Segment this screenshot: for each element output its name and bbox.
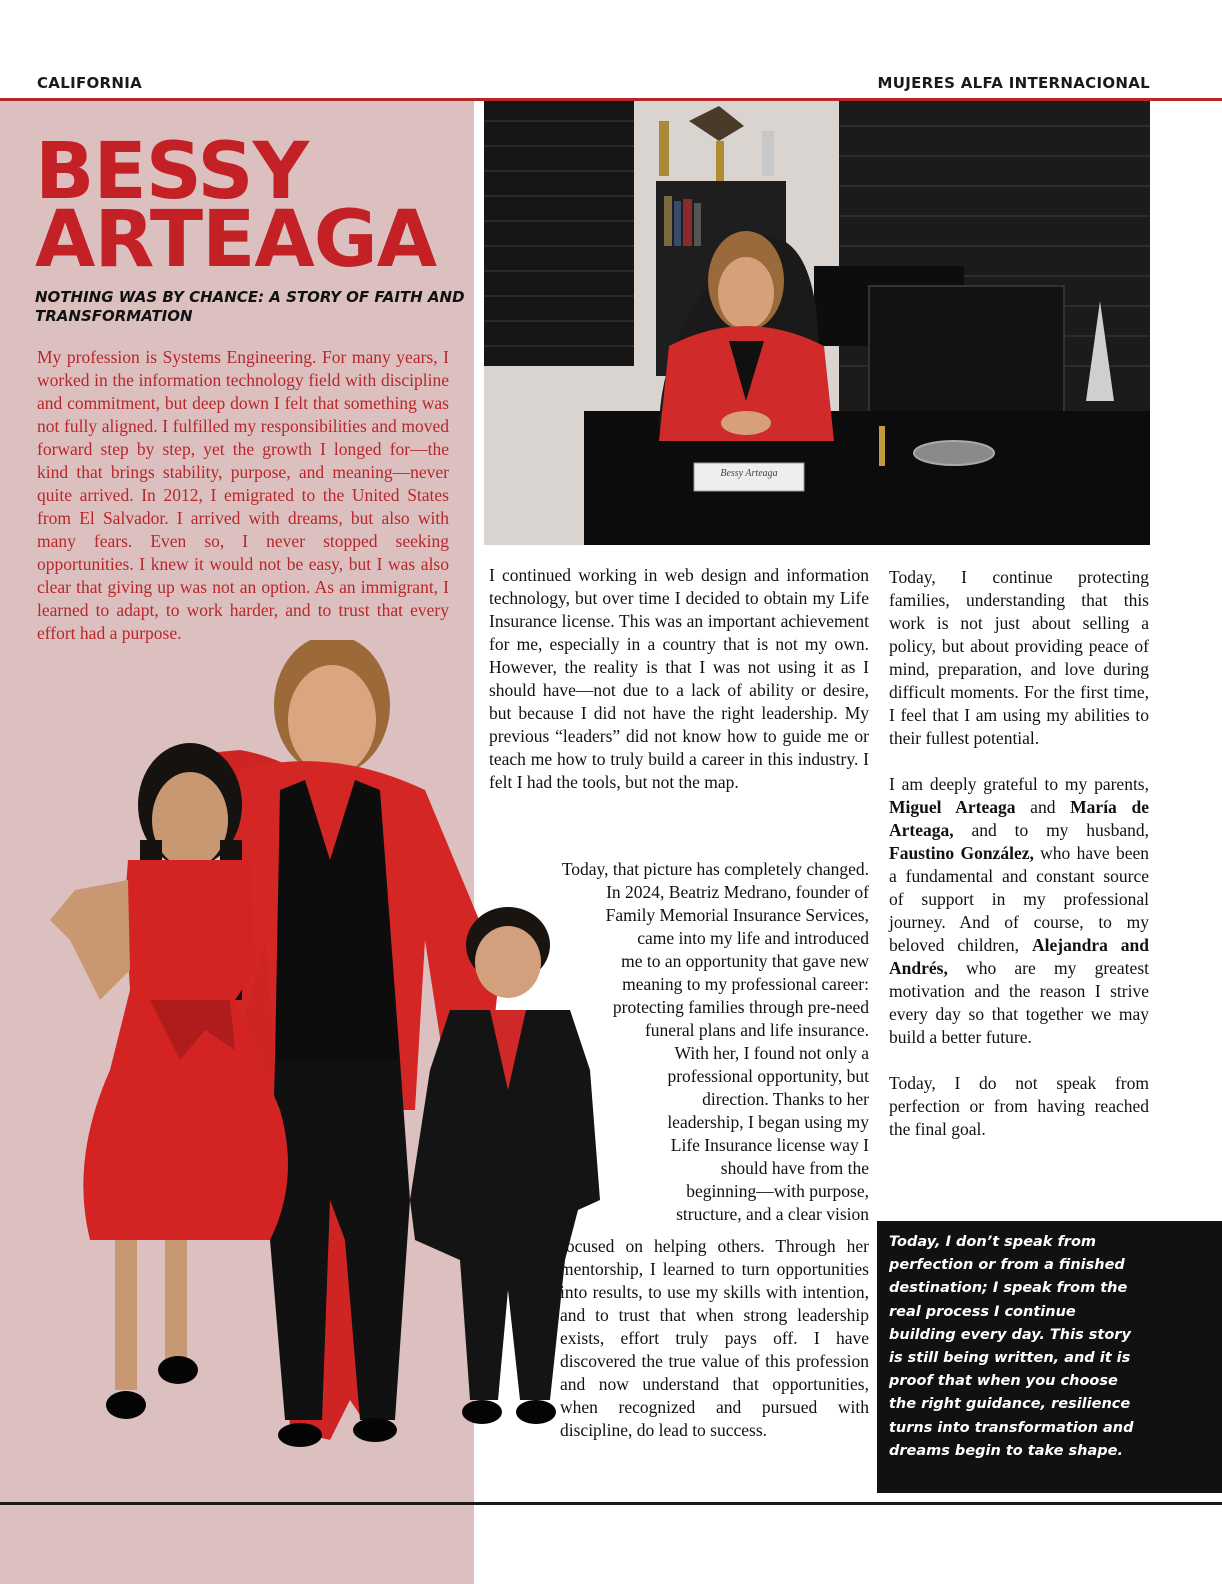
title-last-name: ARTEAGA: [35, 195, 437, 285]
body-paragraph-gratitude: [889, 773, 1149, 1049]
section-label: CALIFORNIA: [37, 74, 143, 92]
text-line: beginning—with purpose,: [686, 1181, 869, 1201]
magazine-name: MUJERES ALFA INTERNACIONAL: [877, 74, 1150, 92]
office-photo: [484, 101, 1150, 545]
body-paragraph-mentorship: [489, 858, 869, 1226]
title-first-name: BESSY: [35, 127, 309, 217]
article-title: [35, 127, 437, 285]
body-paragraph-mentorship-continued: focused on helping others. Through her mentorship, I learned to turn opportunities into results, to use my skills with intention, and to trust that when strong leadership exists, effort truly pays off. I have discovered the true value of this profession and now understand that opportunities, when recognized and pursued with discipline, do lead to success.: [560, 1236, 869, 1440]
pull-quote-box: [877, 1221, 1222, 1493]
right-column: [889, 566, 1149, 1164]
text-line: professional opportunity, but: [667, 1066, 869, 1086]
pull-quote: Today, I don’t speak from perfection or from a finished destination; I speak from the real process I continue building every day. This story is still being written, and it is proof that when you choose the right guidance, resilience turns into transformation and dreams begin to take shape.: [889, 1234, 1134, 1459]
text-line: With her, I found not only a: [674, 1043, 869, 1063]
intro-paragraph: My profession is Systems Engineering. For many years, I worked in the information technology field with discipline and commitment, but deep down I felt that something was not fully aligned. I fulfilled my responsibilities and moved forward step by step, yet the growth I longed for—the kind that brings stability, purpose, and meaning—never quite arrived. In 2012, I emigrated to the United States from El Salvador. I arrived with dreams, but also with many fears. Even so, I never stopped seeking opportunities. I knew it would not be easy, but I was also clear that giving up was not an option. As an immigrant, I learned to adapt, to work harder, and to trust that every effort had a purpose.: [37, 347, 449, 643]
text-run: I am deeply grateful to my parents,: [889, 774, 1149, 794]
text-line: protecting families through pre-need: [612, 997, 869, 1017]
text-line: funeral plans and life insurance.: [644, 1020, 869, 1040]
bold-name: Miguel Arteaga: [889, 797, 1016, 817]
text-run: who are my greatest motivation and the reason I strive every day so that together we may build a better future.: [889, 958, 1149, 1047]
text-line: me to an opportunity that gave new: [621, 951, 869, 971]
text-line: Today, that picture has completely changed.: [561, 859, 869, 879]
text-line: In 2024, Beatriz Medrano, founder of: [606, 882, 869, 902]
text-run: and to my husband,: [953, 820, 1149, 840]
text-line: meaning to my professional career:: [622, 974, 869, 994]
text-line: structure, and a clear vision: [676, 1204, 869, 1224]
article-subtitle: NOTHING WAS BY CHANCE: A STORY OF FAITH AND TRANSFORMATION: [35, 288, 465, 325]
text-run: who have been a fundamental and constant source of support in my professional journey. And of course, to my beloved children,: [889, 843, 1149, 955]
bold-name: Alejandra and Andrés,: [889, 935, 1150, 978]
nameplate-text: Bessy Arteaga: [720, 468, 778, 479]
footer-rule: [0, 1502, 1222, 1505]
text-line: direction. Thanks to her: [702, 1089, 869, 1109]
text-line: should have from the: [720, 1158, 869, 1178]
body-paragraph-protecting: Today, I continue protecting families, understanding that this work is not just about selling a policy, but about providing peace of mind, preparation, and love during difficult moments. For the first time, I feel that I am using my abilities to their fullest potential.: [889, 567, 1149, 748]
text-line: Life Insurance license way I: [670, 1135, 869, 1155]
body-paragraph-license: I continued working in web design and information technology, but over time I decided to obtain my Life Insurance license. This was an important achievement for me, especially in a country that is not my own. However, the reality is that I was not using it as I should have—not due to a lack of ability or desire, but because I did not have the right leadership. My previous “leaders” did not know how to guide me or teach me how to truly build a career in this industry. I felt I had the tools, but not the map.: [489, 565, 869, 792]
bold-name: Faustino González,: [889, 843, 1034, 863]
text-line: leadership, I began using my: [667, 1112, 869, 1132]
bold-name: María de Arteaga,: [889, 797, 1149, 840]
text-line: came into my life and introduced: [637, 928, 869, 948]
text-run: and: [1015, 797, 1071, 817]
text-line: Family Memorial Insurance Services,: [605, 905, 869, 925]
body-paragraph-closing: Today, I do not speak from perfection or from having reached the final goal.: [889, 1073, 1149, 1139]
